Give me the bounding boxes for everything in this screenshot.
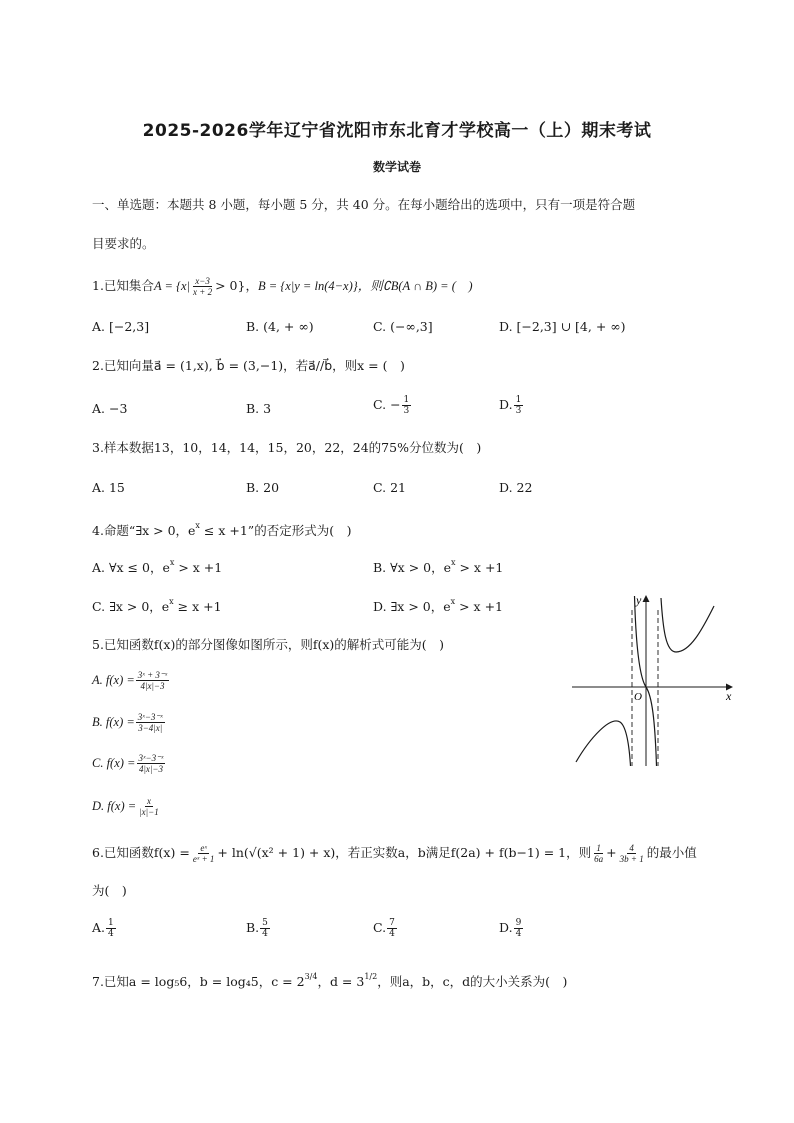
q7-c-exponent: 3/4	[304, 972, 318, 981]
q6-d-den: 4	[515, 929, 522, 939]
q3-option-c: C. 21	[373, 480, 406, 495]
q4-stem-sup: x	[195, 521, 200, 530]
q5-b-frac	[136, 712, 165, 733]
q3-option-b: B. 20	[246, 480, 280, 495]
q2-option-d-prefix: D.	[499, 397, 513, 412]
q6-option-d	[499, 918, 524, 939]
q6-d-label: D.	[499, 920, 513, 935]
q1-set-a-rhs: > 0}，	[215, 278, 258, 293]
q5-c-num: 3ˣ−3⁻ˣ	[138, 753, 164, 763]
section-instruction-line1: 一、单选题：本题共 8 小题，每小题 5 分，共 40 分。在每小题给出的选项中，只有一项是符合题	[92, 197, 636, 212]
q6-b-frac	[260, 918, 270, 939]
y-axis-label: y	[636, 593, 642, 607]
q6-plus: +	[606, 845, 617, 860]
q4-stem-post: ≤ x +1”的否定形式为( )	[199, 523, 352, 538]
q2-option-c-prefix: C. −	[373, 397, 401, 412]
q2-option-a: A. −3	[92, 401, 128, 416]
q3-option-d: D. 22	[499, 480, 533, 495]
q5-option-d	[92, 796, 162, 817]
q5-d-frac	[137, 796, 161, 817]
q5-b-label: B. f(x) =	[92, 715, 135, 729]
q6-f-num: eˣ	[200, 843, 207, 853]
q6-a-den: 4	[108, 929, 114, 939]
q4-option-a	[92, 558, 222, 576]
q6-a-num: 1	[108, 918, 114, 928]
origin-label: O	[634, 691, 642, 703]
q4-d-post: > x +1	[455, 599, 504, 614]
page-subtitle: 数学试卷	[372, 160, 421, 174]
q5-a-frac	[136, 670, 169, 691]
q4-b-pre: B. ∀x > 0，e	[373, 560, 451, 575]
question-6-stem	[92, 843, 697, 864]
q5-option-c	[92, 753, 166, 774]
q6-c-frac	[387, 918, 397, 939]
q6-b-den: 4	[262, 929, 268, 939]
q5-option-a	[92, 670, 170, 691]
q2-d-num: 1	[515, 395, 522, 405]
q4-c-post: ≥ x +1	[173, 599, 222, 614]
q3-option-a: A. 15	[92, 480, 125, 495]
q4-d-pre: D. ∃x > 0，e	[373, 599, 451, 614]
q1-prefix: 1.已知集合	[92, 278, 154, 293]
q4-d-sup: x	[450, 597, 456, 606]
q6-option-a	[92, 918, 117, 939]
q6-f-den: eˣ + 1	[192, 854, 215, 864]
q6-stem-mid: + ln(√(x² + 1) + x)，若正实数a，b满足f(2a) + f(b−1) = 1，则	[217, 845, 592, 860]
q2-option-c	[373, 395, 412, 416]
q6-b-num: 5	[262, 918, 268, 928]
q6-b-label: B.	[246, 920, 260, 935]
q1-rest: B = {x|y = ln(4−x)}，则∁B(A ∩ B) = ( )	[257, 279, 473, 293]
q1-option-c: C. (−∞,3]	[373, 319, 433, 334]
q1-option-a: A. [−2,3]	[92, 319, 150, 334]
q6-t2-den: 3b + 1	[619, 854, 644, 864]
q5-a-den: 4|x|−3	[140, 681, 165, 691]
q6-t1-den: 6a	[594, 854, 604, 864]
q4-option-b	[373, 558, 503, 576]
q5-c-frac	[137, 753, 166, 774]
q1-option-b: B. (4, + ∞)	[246, 319, 314, 334]
q2-c-den: 3	[403, 406, 410, 416]
q1-frac-den: x + 2	[193, 287, 213, 297]
q5-d-num: x	[146, 796, 151, 806]
q6-t1-num: 1	[596, 843, 601, 853]
q1-option-d: D. [−2,3] ∪ [4, + ∞)	[499, 319, 626, 334]
question-1-stem	[92, 276, 473, 297]
question-3-stem: 3.样本数据13，10，14，14，15，20，22，24的75%分位数为( )	[92, 440, 482, 455]
question-5-stem: 5.已知函数f(x)的部分图像如图所示，则f(x)的解析式可能为( )	[92, 637, 445, 652]
q7-stem-pre: 7.已知a = log₅6，b = log₄5，c = 2	[92, 974, 305, 989]
q6-c-num: 7	[389, 918, 395, 928]
x-axis-label: x	[726, 689, 732, 703]
q4-c-sup: x	[169, 597, 174, 606]
question-7-stem	[92, 969, 567, 990]
q5-d-label: D. f(x) =	[92, 799, 137, 813]
q6-option-b	[246, 918, 271, 939]
q5-a-num: 3ˣ + 3⁻ˣ	[137, 670, 168, 680]
q2-option-d-frac	[514, 395, 524, 416]
q5-c-label: C. f(x) =	[92, 756, 136, 770]
q4-a-post: > x +1	[174, 560, 223, 575]
q2-option-d	[499, 395, 524, 416]
q4-stem-pre: 4.命题“∃x > 0，e	[92, 523, 196, 538]
q5-option-b	[92, 712, 166, 733]
q6-d-frac	[514, 918, 524, 939]
curve-right-branch	[661, 598, 714, 652]
q6-c-label: C.	[373, 920, 387, 935]
page-title: 2025-2026学年辽宁省沈阳市东北育才学校高一（上）期末考试	[142, 121, 652, 141]
q6-c-den: 4	[389, 929, 395, 939]
q6-stem-pre: 6.已知函数f(x) =	[92, 845, 190, 860]
curve-left-branch	[576, 721, 631, 766]
q5-c-den: 4|x|−3	[138, 764, 163, 774]
q2-d-den: 3	[515, 406, 522, 416]
q5-function-graph	[568, 590, 740, 770]
q6-term2	[618, 843, 646, 864]
q4-option-c	[92, 597, 222, 615]
q5-d-den: |x|−1	[139, 807, 159, 817]
q6-term1	[592, 843, 605, 864]
q7-d-exponent: 1/2	[364, 972, 378, 981]
q4-option-d	[373, 597, 503, 615]
q2-option-b: B. 3	[246, 401, 272, 416]
q6-stem-line2: 为( )	[92, 883, 127, 898]
q6-f-frac	[191, 843, 217, 864]
q4-b-post: > x +1	[455, 560, 504, 575]
q1-set-a: A = {x|	[153, 279, 191, 293]
section-instruction-line2: 目要求的。	[92, 236, 155, 251]
question-2-stem: 2.已知向量a⃗ = (1,x), b⃗ = (3,−1)，若a⃗//b⃗，则x = ( )	[92, 358, 405, 373]
q6-t2-num: 4	[629, 843, 634, 853]
q5-a-label: A. f(x) =	[92, 673, 135, 687]
q2-c-num: 1	[403, 395, 410, 405]
q1-frac-num: x−3	[195, 276, 210, 286]
question-4-stem	[92, 518, 351, 539]
q6-a-label: A.	[92, 920, 106, 935]
q7-stem-post: ，则a，b，c，d的大小关系为( )	[377, 974, 568, 989]
q1-fraction	[191, 276, 214, 297]
q2-option-c-frac	[402, 395, 412, 416]
q4-a-pre: A. ∀x ≤ 0，e	[92, 560, 170, 575]
q6-stem-post: 的最小值	[646, 845, 697, 860]
q4-a-sup: x	[169, 558, 175, 567]
q5-b-num: 3ˣ−3⁻ˣ	[137, 712, 163, 722]
q6-d-num: 9	[515, 918, 522, 928]
q7-mid: ，d = 3	[317, 974, 365, 989]
q6-a-frac	[106, 918, 116, 939]
q4-c-pre: C. ∃x > 0，e	[92, 599, 170, 614]
q6-option-c	[373, 918, 398, 939]
q5-b-den: 3−4|x|	[138, 723, 163, 733]
q4-b-sup: x	[451, 558, 456, 567]
